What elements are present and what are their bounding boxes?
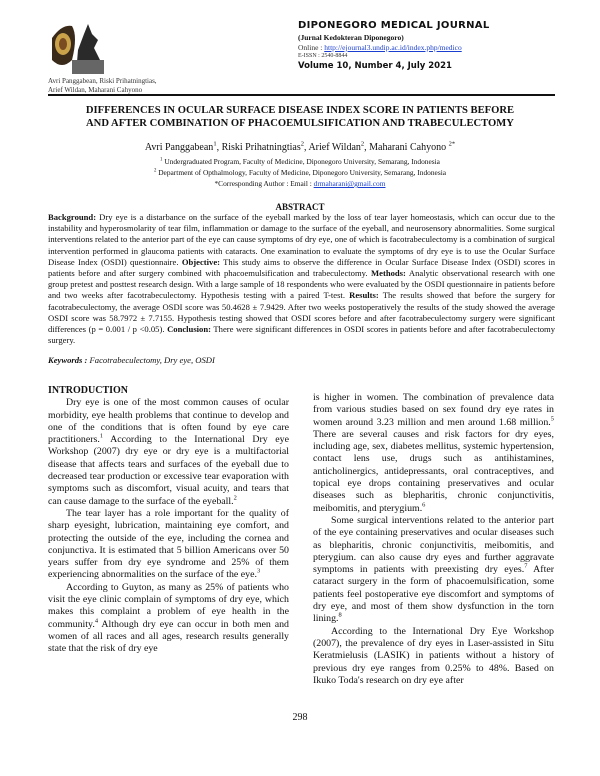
author-sup: 2	[300, 140, 304, 148]
objective-text: This study aims to observe the difference in Ocular Surface Disease Index (OSDI) scores in patients before and after surgery combined with phacoemulsification and trabeculectomy.	[48, 256, 555, 279]
journal-issn: E-ISSN : 2540-8844	[298, 53, 348, 59]
journal-title: DIPONEGORO MEDICAL JOURNAL	[298, 20, 490, 31]
university-logo	[48, 20, 104, 76]
journal-url-link[interactable]: http://ejournal3.undip.ac.id/index.php/medico	[324, 43, 462, 52]
corresponding-author	[0, 179, 600, 188]
email-link[interactable]: drmaharani@gmail.com	[313, 179, 386, 188]
paragraph-text: After cataract surgery in the form of phacoemulsification, some patients feel postoperative eye discomfort and symptoms of dry eye, and most of them show dysfunction in the torn lining.	[313, 564, 554, 625]
author-name: Maharani Cahyono	[369, 142, 447, 153]
affiliation-text: Undergraduated Program, Faculty of Medicine, Diponegoro University, Semarang, Indonesia	[164, 157, 440, 166]
citation: 6	[422, 501, 426, 509]
keywords	[48, 355, 215, 365]
keywords-label: Keywords :	[48, 355, 90, 365]
paragraph	[48, 582, 289, 656]
paragraph	[48, 508, 289, 582]
title-line1: DIFFERENCES IN OCULAR SURFACE DISEASE INDEX SCORE IN PATIENTS BEFORE	[85, 105, 515, 116]
journal-volume: Volume 10, Number 4, July 2021	[298, 61, 452, 71]
running-authors-line1: Avri Panggabean, Riski Prihatningtias,	[48, 77, 157, 85]
page-number: 298	[292, 712, 308, 723]
conclusion-label: Conclusion:	[167, 324, 211, 335]
methods-text: Analytic observational research with one group pretest and posttest research design. With a large sample of 18 respondents who were evaluated by the OSDI questionnaire in patients before and two weeks after facotrabeculectomy. Hypothesis testing with a paired T-test.	[48, 268, 555, 301]
author-list: Avri Panggabean$^1$, Riski Prihatningtias$^2$, Arief Wildan$^2$, Maharani Cahyono $^{2*}$	[144, 140, 456, 153]
background-label: Background:	[48, 212, 97, 222]
paragraph-text: is higher in women. The combination of prevalence data from various studies based on sex found dry eye rates in women around 3.23 million and men around 1.68 million.	[313, 392, 554, 428]
paragraph-text: There are several causes and risk factors for dry eyes, including age, sex, diabetes mellitus, systemic hypertension, contact lens use, drugs such as antihistamines, anticholinergics, antidepressants, oral contraceptives, and topical eye drops containing preservatives and ocular diseases such as blepharitis, chronic conjunctivitis, meibomitis, and pterygium.	[313, 428, 554, 514]
results-label: Results:	[349, 290, 379, 301]
running-authors	[48, 77, 157, 94]
paragraph	[48, 397, 289, 508]
author-name: Riski Prihatningtias	[221, 142, 301, 153]
paragraph	[313, 515, 554, 626]
left-column	[48, 385, 289, 656]
affiliation-sup: 1	[160, 157, 163, 163]
abstract-heading: ABSTRACT	[275, 202, 325, 212]
paragraph-text: The tear layer has a role important for the quality of sharp eyesight, lubrication, maintaining eye comfort, and protecting the outside of the eye, including the cornea and conjunctiva. It is estimated that 5 billion Americans over 50 years suffer from dry eye syndrome and 25% of them experiencing abnormalities on the surface of the eye.	[48, 507, 289, 581]
paragraph-text: According to Guyton, as many as 25% of patients who visit the eye clinic complain of symptoms of dry eye, which makes this complaint a problem of eye health in the community.	[48, 581, 289, 630]
article-title	[40, 104, 560, 130]
objective-label: Objective:	[181, 256, 221, 267]
methods-label: Methods:	[371, 268, 406, 279]
citation: 1	[99, 432, 104, 440]
journal-subtitle: (Jurnal Kedokteran Diponegoro)	[298, 33, 404, 42]
paragraph	[313, 626, 554, 687]
paragraph-text: Dry eye is one of the most common causes of ocular morbidity, eye health problems that continue to develop and one of the conditions that is often found by eye care practitioners.	[48, 397, 289, 446]
conclusion-text: There were significant differences in OSDI scores in patients before and after facotrabeculectomy surgery.	[48, 324, 555, 346]
affiliation-sup: 2	[153, 168, 157, 174]
header-rule	[48, 94, 555, 96]
paragraph-text: Some surgical interventions related to the anterior part of the eye containing preservatives and ocular diseases such as blepharitis, chronic conjunctivitis, meibomitis, and pterygium. can also cause dry eyes and further aggravate symptoms in patients with preexisting dry eyes.	[313, 514, 554, 576]
affiliation-text: Department of Opthalmology, Faculty of Medicine, Diponegoro University, Semarang, Indonesia	[158, 168, 447, 177]
results-text: The results showed that before the surgery for facotrabeculectomy, the average OSDI score was 50.4628 ± 7.9429. After two weeks postoperatively the results of the study showed the average OSDI score was 58.7972 ± 7.7155. Hypothesis testing showed that OSDI scores before and after facotrabeculectomy surgery were significant differences (p = 0.001 / p <0.05).	[48, 290, 555, 335]
author-name: Avri Panggabean	[144, 142, 214, 153]
abstract-body	[48, 212, 555, 346]
citation: 3	[256, 568, 261, 576]
right-column	[313, 392, 554, 687]
author-sup: 2	[360, 140, 365, 148]
paragraph	[313, 392, 554, 515]
paragraph-text: According to the International Dry Eye Workshop (2007), the prevalence of dry eyes in Laser-assisted in Situ Keratmielusis (LASIK) in patients without a history of previous dry eye ranges from 0.25% to 48%. Based on Ikuko Toda's research on dry eye after	[313, 625, 554, 686]
journal-online	[298, 43, 490, 52]
title-line2: AND AFTER COMBINATION OF PHACOEMULSIFICATION AND TRABECULECTOMY	[86, 118, 514, 129]
affiliation-2	[0, 168, 600, 177]
section-heading-introduction: INTRODUCTION	[48, 385, 129, 396]
citation: 4	[94, 617, 99, 625]
affiliation-1	[0, 157, 600, 166]
online-label: Online :	[298, 43, 325, 52]
citation: 7	[524, 562, 528, 570]
citation: 8	[338, 612, 342, 620]
running-authors-line2: Arief Wildan, Maharani Cahyono	[48, 85, 143, 94]
paragraph-text: Although dry eye can occur in both men and women of all races and all ages, research results generally state that the risk of dry eye	[48, 618, 289, 655]
journal-header	[298, 20, 490, 71]
keywords-text: Facotrabeculectomy, Dry eye, OSDI	[89, 355, 215, 365]
paragraph-text: According to the International Dry eye Workshop (2007) dry eye or dry eye is a multifactorial disease that affects tears and surfaces of the eyeball due to decreased tear production or excessive tear evaporation with symptoms such as discomfort, visual acuity, and tears that can cause damage to the surface of the eyeball.	[48, 434, 289, 507]
citation: 5	[550, 415, 554, 423]
background-text: Dry eye is a distarbance on the surface of the eyeball marked by the loss of tear layer homeostasis, which can occur due to the instability and hyperosmolarity of tear film, inflammation or damage to the surface of the eyeball, and neurosensory abnormalities. Some surgical interventions related to the anterior part of the eye can cause symptoms of dry eye, one of which is facotrabeculectomy is a combination of surgical intervention performed in glaucoma patients with cataracts. One examination to evaluate the symptoms of dry eye is to use the Ocular Surface Disease Index (OSDI) questionnaire.	[48, 212, 555, 267]
citation: 2	[233, 494, 237, 502]
corresponding-label: *Corresponding Author : Email :	[214, 179, 314, 188]
author-sup: 1	[213, 140, 217, 148]
author-name: Arief Wildan	[308, 142, 361, 153]
author-sup: 2*	[448, 140, 456, 148]
